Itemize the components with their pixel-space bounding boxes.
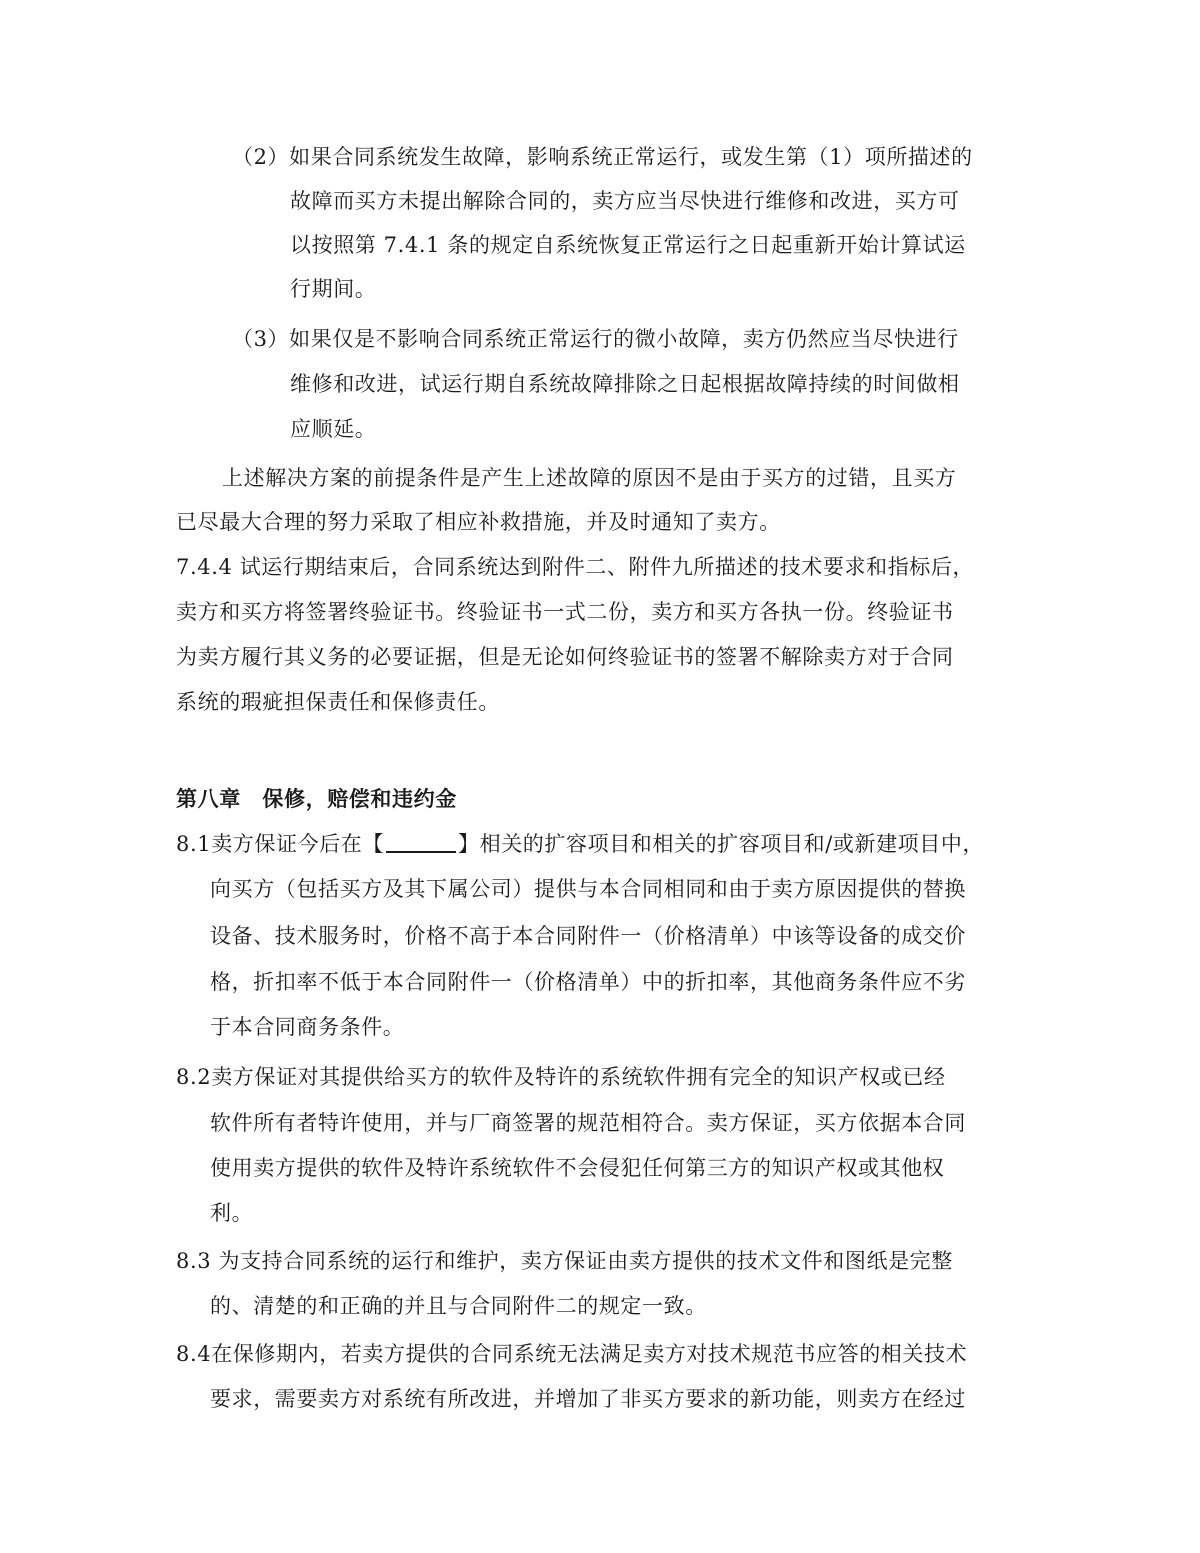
- clause-8-1-line-2: 向买方（包括买方及其下属公司）提供与本合同相同和由于卖方原因提供的替换: [210, 877, 966, 901]
- chapter-8-heading: 第八章 保修，赔偿和违约金: [176, 787, 457, 811]
- clause-7-4-4-line-2: 卖方和买方将签署终验证书。终验证书一式二份，卖方和买方各执一份。终验证书: [176, 600, 954, 624]
- clause-8-2-line-2: 软件所有者特许使用，并与厂商签署的规范相符合。卖方保证，买方依据本合同: [210, 1111, 966, 1135]
- clause-8-1-line-3: 设备、技术服务时，价格不高于本合同附件一（价格清单）中该等设备的成交价: [210, 924, 966, 948]
- clause-7-4-3-item-3-line-3: 应顺延。: [290, 417, 377, 441]
- clause-8-1-line-4: 格，折扣率不低于本合同附件一（价格清单）中的折扣率，其他商务条件应不劣: [210, 970, 966, 994]
- clause-8-2-line-1: 8.2卖方保证对其提供给买方的软件及特许的系统软件拥有完全的知识产权或已经: [176, 1065, 946, 1089]
- clause-7-4-3-item-3-line-2: 维修和改进，试运行期自系统故障排除之日起根据故障持续的时间做相: [290, 372, 960, 396]
- clause-8-2-line-3: 使用卖方提供的软件及特许系统软件不会侵犯任何第三方的知识产权或其他权: [210, 1156, 945, 1180]
- clause-7-4-4-line-4: 系统的瑕疵担保责任和保修责任。: [176, 690, 500, 714]
- clause-7-4-4-line-3: 为卖方履行其义务的必要证据，但是无论如何终验证书的签署不解除卖方对于合同: [176, 645, 954, 669]
- clause-8-1-text-before-blank: 8.1卖方保证今后在【: [176, 832, 384, 856]
- clause-8-2-line-4: 利。: [210, 1201, 254, 1225]
- clause-7-4-3-item-2-line-4: 行期间。: [290, 277, 377, 301]
- fill-in-blank[interactable]: [386, 831, 456, 853]
- clause-7-4-4-line-1: 7.4.4 试运行期结束后，合同系统达到附件二、附件九所描述的技术要求和指标后，: [176, 555, 975, 579]
- clause-8-4-line-1: 8.4在保修期内，若卖方提供的合同系统无法满足卖方对技术规范书应答的相关技术: [176, 1342, 968, 1366]
- clause-8-3-line-2: 的、清楚的和正确的并且与合同附件二的规定一致。: [210, 1294, 707, 1318]
- clause-7-4-3-item-2-line-3: 以按照第 7.4.1 条的规定自系统恢复正常运行之日起重新开始计算试运: [290, 233, 966, 257]
- clause-8-1-text-after-blank: 】相关的扩容项目和相关的扩容项目和/或新建项目中，: [458, 832, 985, 856]
- precondition-line-2: 已尽最大合理的努力采取了相应补救措施，并及时通知了卖方。: [176, 510, 781, 534]
- clause-7-4-3-item-2-line-1: （2）如果合同系统发生故障，影响系统正常运行，或发生第（1）项所描述的: [232, 145, 973, 169]
- clause-7-4-3-item-2-line-2: 故障而买方未提出解除合同的，卖方应当尽快进行维修和改进，买方可: [290, 189, 960, 213]
- clause-8-3-line-1: 8.3 为支持合同系统的运行和维护，卖方保证由卖方提供的技术文件和图纸是完整: [176, 1249, 953, 1273]
- clause-8-1-line-1: [176, 829, 984, 859]
- precondition-line-1: 上述解决方案的前提条件是产生上述故障的原因不是由于买方的过错，且买方: [222, 466, 957, 490]
- clause-8-1-line-5: 于本合同商务条件。: [210, 1015, 405, 1039]
- clause-7-4-3-item-3-line-1: （3）如果仅是不影响合同系统正常运行的微小故障，卖方仍然应当尽快进行: [232, 327, 959, 351]
- clause-8-4-line-2: 要求，需要卖方对系统有所改进，并增加了非买方要求的新功能，则卖方在经过: [210, 1387, 966, 1411]
